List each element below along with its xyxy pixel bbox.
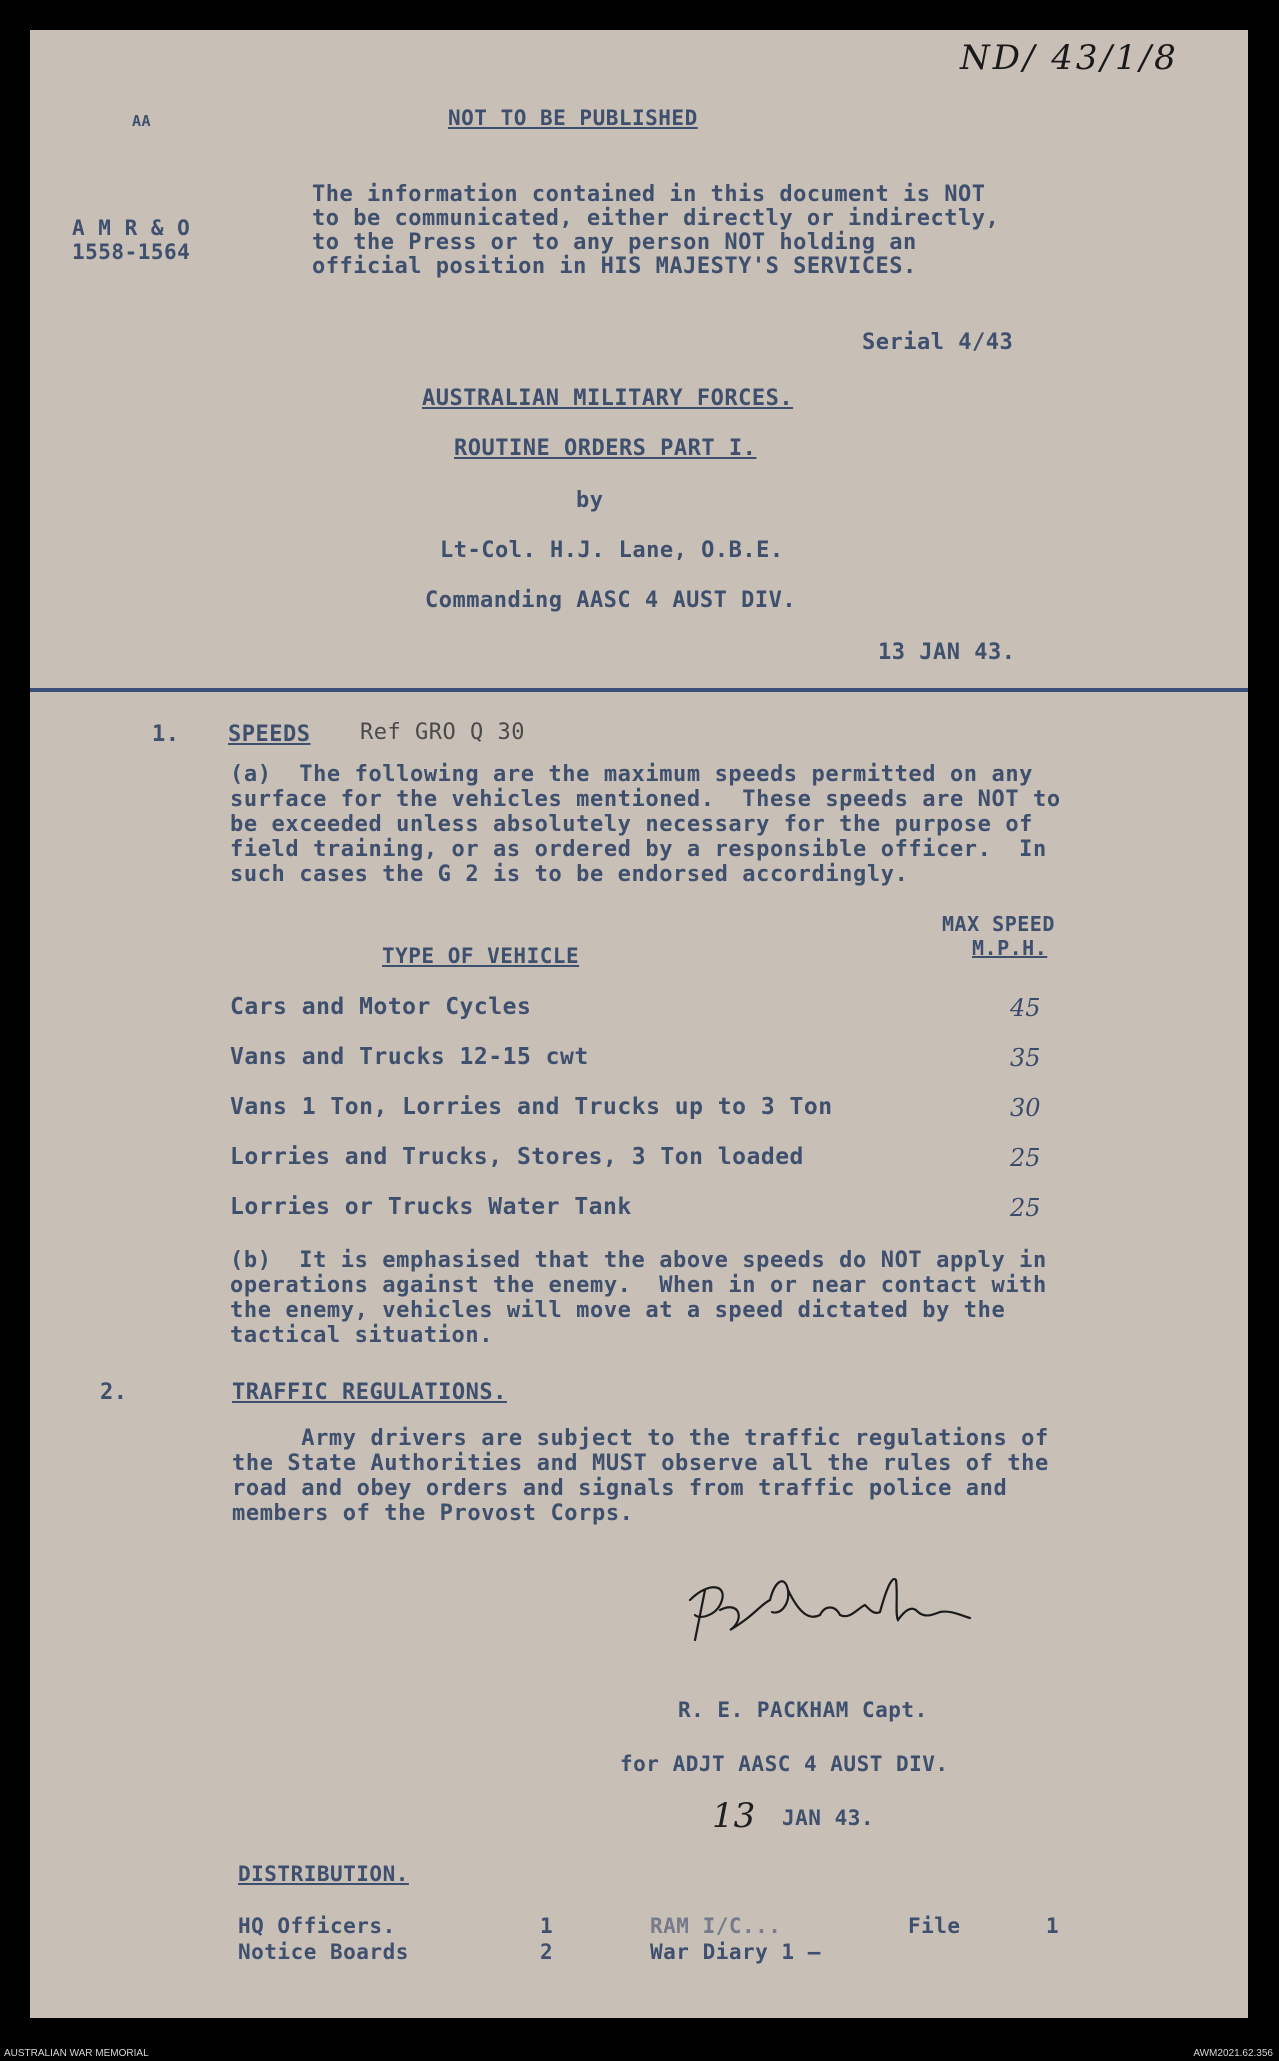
max-speed: 25 <box>1010 1194 1041 1222</box>
order-date: 13 JAN 43. <box>878 640 1016 665</box>
distribution-heading: DISTRIBUTION. <box>238 1862 409 1886</box>
header-divider <box>30 688 1248 692</box>
column-header-vehicle: TYPE OF VEHICLE <box>382 944 580 968</box>
notice-line: The information contained in this document is NOT <box>312 182 986 207</box>
signature-date-rest: JAN 43. <box>782 1806 875 1830</box>
max-speed: 45 <box>1010 994 1041 1022</box>
command-unit: Commanding AASC 4 AUST DIV. <box>425 588 797 613</box>
table-row <box>230 1094 1090 1124</box>
distribution-recipient: HQ Officers. <box>238 1914 396 1938</box>
title-military-forces: AUSTRALIAN MILITARY FORCES. <box>422 386 794 411</box>
distribution-count: 1 <box>1046 1914 1060 1938</box>
commanding-officer: Lt-Col. H.J. Lane, O.B.E. <box>440 538 784 563</box>
footer-catalogue-id: AWM2021.62.356 <box>1193 2048 1273 2059</box>
vehicle-type: Lorries or Trucks Water Tank <box>230 1194 632 1220</box>
table-row <box>230 1194 1090 1224</box>
vehicle-type: Lorries and Trucks, Stores, 3 Ton loaded <box>230 1144 804 1170</box>
section-number: 2. <box>100 1380 128 1405</box>
handwritten-signature <box>660 1560 990 1660</box>
distribution-recipient: Notice Boards <box>238 1940 409 1964</box>
paragraph-a: (a) The following are the maximum speeds permitted on any surface for the vehicles mentioned. These speeds are NOT to be exceeded unless absolutely necessary for the purpose of field training, or as ordered by a responsible officer. In such cases the G 2 is to be endorsed accordingly. <box>230 762 1061 887</box>
section-title-speeds: SPEEDS <box>228 722 311 747</box>
file-reference: ND/ 43/1/8 <box>960 38 1179 78</box>
notice-line: to the Press or to any person NOT holding an <box>312 230 917 255</box>
title-routine-orders: ROUTINE ORDERS PART I. <box>454 436 757 461</box>
table-row <box>230 1144 1090 1174</box>
signatory-role: for ADJT AASC 4 AUST DIV. <box>620 1752 949 1776</box>
column-header-mph: M.P.H. <box>972 936 1048 960</box>
distribution-recipient: RAM I/C... <box>650 1914 782 1938</box>
distribution-recipient: War Diary 1 — <box>650 1940 821 1964</box>
distribution-count: 1 <box>540 1914 554 1938</box>
signatory-name: R. E. PACKHAM Capt. <box>678 1698 928 1722</box>
not-published-heading: NOT TO BE PUBLISHED <box>448 106 698 130</box>
document-page <box>30 30 1248 2018</box>
amro-label: A M R & O <box>72 216 191 240</box>
vehicle-type: Vans and Trucks 12-15 cwt <box>230 1044 589 1070</box>
max-speed: 35 <box>1010 1044 1041 1072</box>
distribution-recipient: File <box>908 1914 961 1938</box>
serial-number: Serial 4/43 <box>862 330 1014 355</box>
distribution-count: 2 <box>540 1940 554 1964</box>
max-speed: 30 <box>1010 1094 1041 1122</box>
paragraph-traffic: Army drivers are subject to the traffic regulations of the State Authorities and MUST observe all the rules of the road and obey orders and signals from traffic police and members of the Provost Corps. <box>232 1426 1049 1526</box>
title-by: by <box>576 488 604 513</box>
max-speed: 25 <box>1010 1144 1041 1172</box>
notice-line: official position in HIS MAJESTY'S SERVICES. <box>312 254 917 279</box>
vehicle-type: Vans 1 Ton, Lorries and Trucks up to 3 Ton <box>230 1094 833 1120</box>
column-header-speed: MAX SPEED <box>942 912 1055 936</box>
table-row <box>230 1044 1090 1074</box>
notice-line: to be communicated, either directly or indirectly, <box>312 206 1000 231</box>
section-title-traffic: TRAFFIC REGULATIONS. <box>232 1380 507 1405</box>
paragraph-b: (b) It is emphasised that the above speeds do NOT apply in operations against the enemy. When in or near contact with the enemy, vehicles will move at a speed dictated by the tactical situation. <box>230 1248 1047 1348</box>
signature-date-day: 13 <box>712 1796 756 1836</box>
section-number: 1. <box>152 722 180 747</box>
amro-range: 1558-1564 <box>72 240 191 264</box>
section-reference: Ref GRO Q 30 <box>360 720 525 745</box>
vehicle-type: Cars and Motor Cycles <box>230 994 532 1020</box>
footer-credit: AUSTRALIAN WAR MEMORIAL <box>4 2048 149 2059</box>
table-row <box>230 994 1090 1024</box>
corner-mark: AA <box>132 112 152 130</box>
